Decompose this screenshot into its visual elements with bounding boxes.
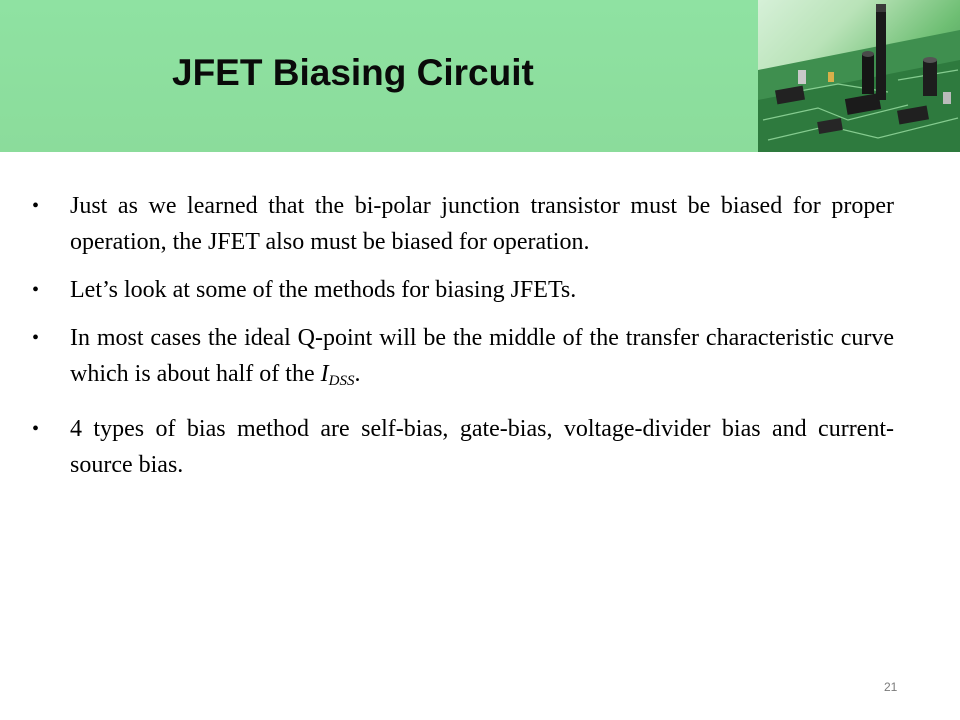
bullet-item xyxy=(32,320,894,399)
idss-subscript: DSS xyxy=(328,373,355,389)
bullet-dot-icon: • xyxy=(32,279,40,301)
page-number: 21 xyxy=(884,680,898,694)
bullet-text: Just as we learned that the bi-polar junction transistor must be biased for proper operation, the JFET also must be biased for operation. xyxy=(70,193,894,255)
bullet-dot-icon: • xyxy=(32,418,40,440)
bullet-item xyxy=(32,188,894,260)
slide-header xyxy=(0,0,960,152)
circuit-board-image xyxy=(758,0,960,152)
bullet-item xyxy=(32,411,894,483)
bullet-list xyxy=(32,188,894,495)
circuit-board-photo xyxy=(758,0,960,152)
bullet-text: In most cases the ideal Q-point will be the middle of the transfer characteristic curve which is about half of the xyxy=(70,325,894,387)
bullet-text: 4 types of bias method are self-bias, gate-bias, voltage-divider bias and current-source bias. xyxy=(70,416,894,478)
bullet-end: . xyxy=(354,361,361,387)
bullet-item xyxy=(32,272,894,308)
bullet-text: Let’s look at some of the methods for biasing JFETs. xyxy=(70,277,577,303)
slide-title: JFET Biasing Circuit xyxy=(172,52,534,93)
idss-symbol: I xyxy=(320,361,329,387)
bullet-dot-icon: • xyxy=(32,195,40,217)
bullet-dot-icon: • xyxy=(32,327,40,349)
